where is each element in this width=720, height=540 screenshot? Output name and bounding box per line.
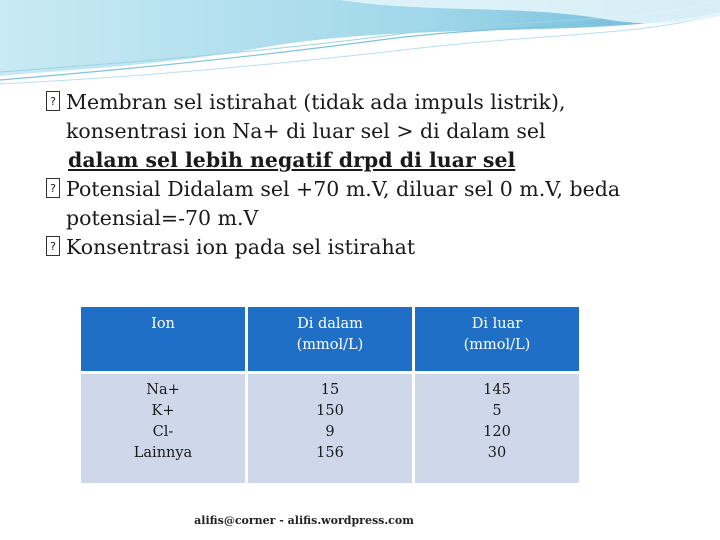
bullet-3-line-1: Konsentrasi ion pada sel istirahat — [66, 235, 416, 259]
inside-value: 150 — [316, 403, 344, 419]
bullet-1-emphasis: dalam sel lebih negatif drpd di luar sel — [68, 148, 516, 172]
outside-value: 120 — [483, 424, 511, 440]
inside-values-cell — [248, 374, 412, 483]
bullet-box-icon: ? — [46, 91, 60, 111]
header-wave-decoration — [0, 0, 720, 90]
outside-value: 30 — [487, 445, 507, 461]
footer-credit — [0, 514, 720, 527]
inside-value: 15 — [320, 382, 340, 398]
ion-concentration-table — [78, 304, 582, 486]
bullet-item-2 — [46, 175, 696, 204]
bullet-item-1 — [46, 88, 696, 117]
header-ion: Ion — [81, 307, 245, 371]
bullet-box-icon: ? — [46, 236, 60, 256]
bullet-box-icon: ? — [46, 178, 60, 198]
ion-name: Na+ — [146, 382, 180, 398]
bullet-item-3 — [46, 233, 696, 262]
bullet-list — [46, 88, 696, 262]
bullet-1-line-1: Membran sel istirahat (tidak ada impuls listrik), — [66, 90, 566, 114]
inside-value: 156 — [316, 445, 344, 461]
bullet-2-line-1: Potensial Didalam sel +70 m.V, diluar sel 0 m.V, beda — [66, 177, 621, 201]
table-header-row — [81, 307, 579, 371]
bullet-2-line-2-row — [46, 204, 696, 233]
ion-name: Lainnya — [133, 445, 193, 461]
bullet-2-line-2: potensial=-70 m.V — [66, 206, 259, 230]
footer-text: alifis@corner - alifis.wordpress.com — [194, 514, 414, 527]
bullet-1-line-2-row — [46, 117, 696, 146]
outside-value: 145 — [483, 382, 511, 398]
ion-name: K+ — [151, 403, 175, 419]
table-row — [81, 374, 579, 483]
ion-names-cell — [81, 374, 245, 483]
outside-values-cell — [415, 374, 579, 483]
outside-value: 5 — [492, 403, 502, 419]
inside-value: 9 — [325, 424, 335, 440]
bullet-1-line-2: konsentrasi ion Na+ di luar sel > di dalam sel — [66, 119, 546, 143]
header-inside: Di dalam (mmol/L) — [248, 307, 412, 371]
header-outside: Di luar (mmol/L) — [415, 307, 579, 371]
ion-name: Cl- — [152, 424, 174, 440]
